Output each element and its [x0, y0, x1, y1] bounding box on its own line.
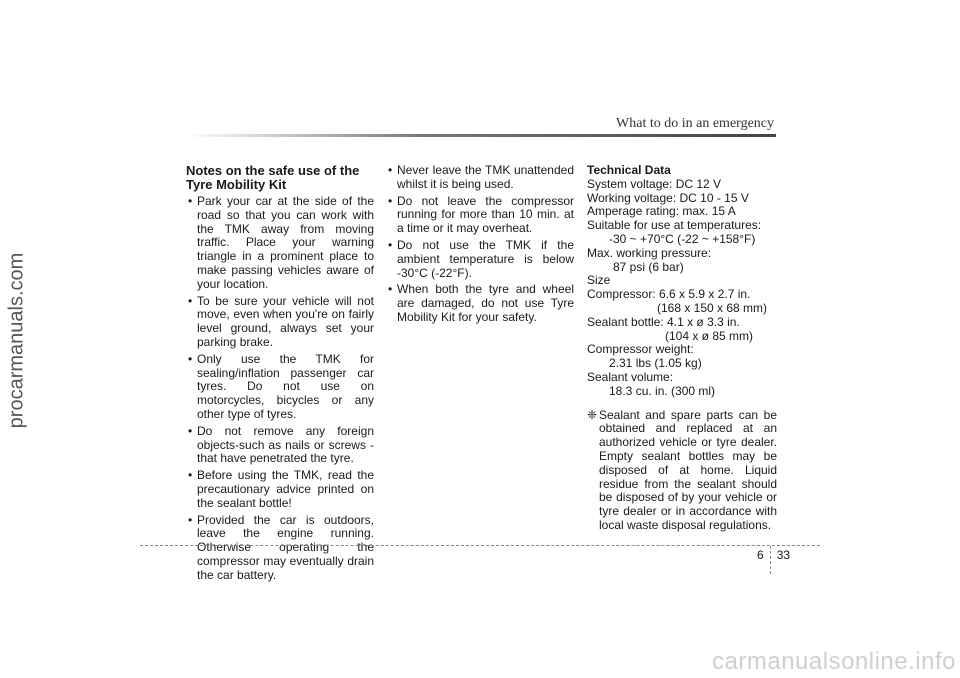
footer-rule	[140, 545, 820, 546]
list-item: • Before using the TMK, read the precautionary advice printed on the sealant bottle!	[186, 469, 374, 510]
section-title: What to do in an emergency	[616, 116, 774, 131]
temperature-value: -30 ~ +70°C (-22 ~ +158°F)	[609, 231, 756, 246]
note-mark-icon: ❈	[587, 407, 598, 422]
bottle-size: Sealant bottle: 4.1 x ø 3.3 in.	[587, 314, 740, 329]
system-voltage: System voltage: DC 12 V	[587, 176, 722, 191]
compressor-size-mm: (168 x 150 x 68 mm)	[657, 300, 768, 315]
list-item: • Provided the car is outdoors, leave the engine running. Otherwise operating the compressor may eventually drain the car battery.	[186, 514, 374, 583]
page-number	[757, 548, 790, 574]
list-item: • Do not use the TMK if the ambient temperature is below -30°C (-22°F).	[386, 239, 574, 280]
header-rule	[186, 134, 776, 137]
pressure-label: Max. working pressure:	[587, 245, 712, 260]
temperature-label: Suitable for use at temperatures:	[587, 218, 762, 233]
weight-value: 2.31 lbs (1.05 kg)	[609, 356, 702, 371]
bottle-size-mm: (104 x ø 85 mm)	[665, 328, 754, 343]
chapter-number: 6	[757, 548, 764, 562]
compressor-size: Compressor: 6.6 x 5.9 x 2.7 in.	[587, 287, 751, 302]
list-item: • Do not leave the compressor running for more than 10 min. at a time or it may overheat.	[386, 195, 574, 236]
working-voltage: Working voltage: DC 10 - 15 V	[587, 190, 749, 205]
list-item: • Do not remove any foreign objects-such as nails or screws -that have penetrated the tyre.	[186, 425, 374, 466]
page-number-value: 33	[776, 548, 791, 562]
list-item: • To be sure your vehicle will not move, even when you're on fairly level ground, always set your parking brake.	[186, 295, 374, 350]
list-item: • Park your car at the side of the road so that you can work with the TMK away from moving traffic. Place your warning triangle in a prominent place to make passing vehicles aware of your location.	[186, 195, 374, 292]
side-watermark-text: procarmanuals.com	[5, 252, 28, 428]
size-label: Size	[587, 273, 611, 288]
column-safe-use	[186, 164, 374, 586]
disposal-note	[587, 409, 777, 533]
list-item: • Only use the TMK for sealing/inflation passenger car tyres. Do not use on motorcycles, bicycles or any other type of tyres.	[186, 353, 374, 422]
column-safe-use-continued	[386, 164, 574, 328]
list-item: • When both the tyre and wheel are damaged, do not use Tyre Mobility Kit for your safety.	[386, 283, 574, 324]
safe-use-list	[186, 195, 374, 583]
volume-value: 18.3 cu. in. (300 ml)	[609, 383, 716, 398]
safe-use-heading: Notes on the safe use of the Tyre Mobility Kit	[186, 163, 360, 192]
technical-data-heading: Technical Data	[587, 163, 671, 177]
list-item: • Never leave the TMK unattended whilst it is being used.	[386, 164, 574, 192]
note-text: Sealant and spare parts can be obtained and replaced at an authorized vehicle or tyre dealer. Empty sealant bottles may be disposed of at home. Liquid residue from the sealant should be disposed of by your vehicle or tyre dealer or in accordance with local waste disposal regulations.	[599, 407, 777, 532]
bottom-watermark: carmanualsonline.info	[712, 648, 956, 675]
volume-label: Sealant volume:	[587, 369, 674, 384]
weight-label: Compressor weight:	[587, 342, 694, 357]
pressure-value: 87 psi (6 bar)	[613, 259, 684, 274]
safe-use-list-continued	[386, 164, 574, 325]
amperage-rating: Amperage rating: max. 15 A	[587, 204, 736, 219]
side-watermark	[2, 130, 32, 550]
column-technical-data	[587, 164, 777, 533]
